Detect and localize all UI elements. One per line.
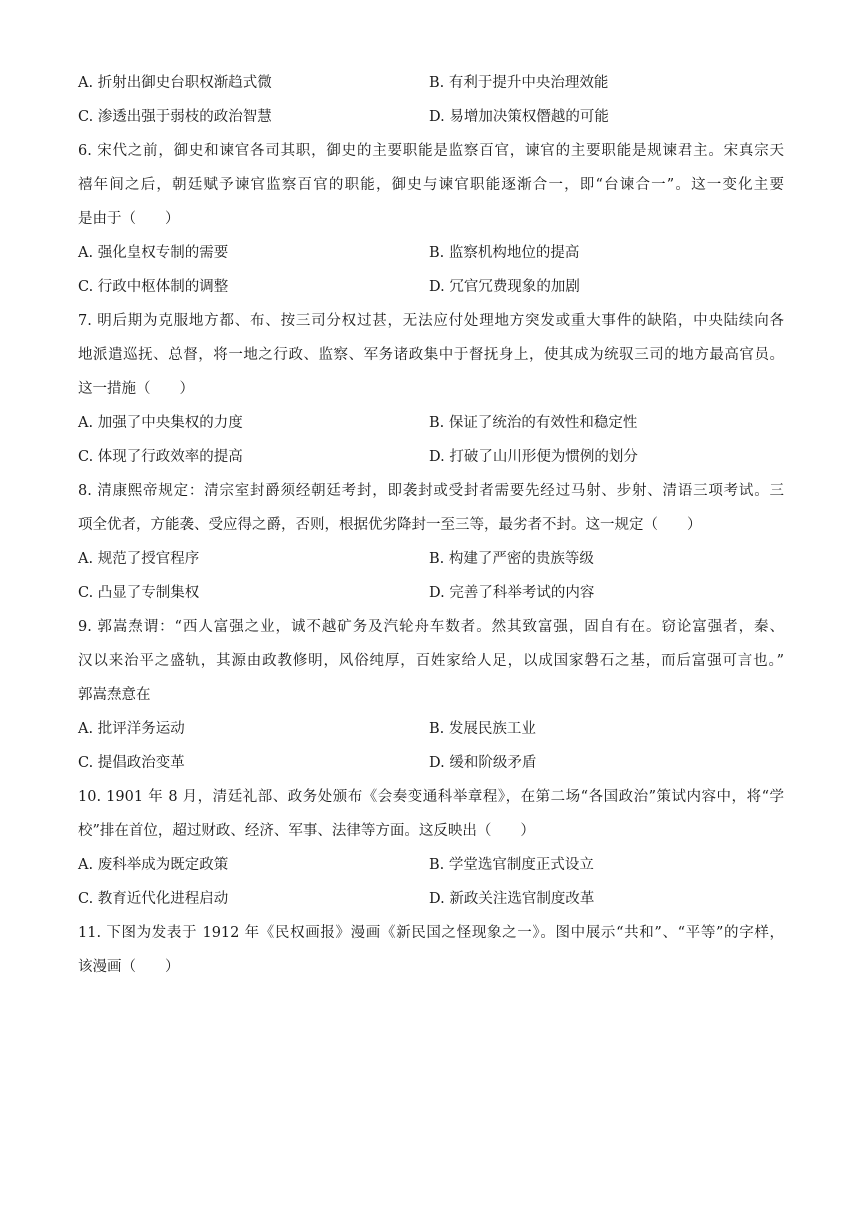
question-line: 该漫画（ ） — [78, 959, 180, 975]
answer-option: D. 冗官冗费现象的加剧 — [429, 279, 580, 295]
option-row — [78, 886, 784, 920]
question-line: 郭嵩焘意在 — [78, 687, 151, 703]
question-line: 校”排在首位，超过财政、经济、军事、法律等方面。这反映出（ ） — [78, 823, 535, 839]
answer-option: B. 学堂选官制度正式设立 — [429, 857, 594, 873]
answer-option: C. 提倡政治变革 — [78, 755, 185, 771]
answer-option: A. 加强了中央集权的力度 — [78, 415, 243, 431]
question-line: 是由于（ ） — [78, 211, 180, 227]
answer-option: D. 新政关注选官制度改革 — [429, 891, 595, 907]
question-line: 项全优者，方能袭、受应得之爵，否则，根据优劣降封一至三等，最劣者不封。这一规定（ ） — [78, 517, 702, 533]
answer-option: B. 发展民族工业 — [429, 721, 536, 737]
question-line: 9. 郭嵩焘谓：“西人富强之业，诚不越矿务及汽轮舟车数者。然其致富强，固自有在。窃论富强者，秦、 — [78, 619, 784, 635]
option-row — [78, 240, 784, 274]
option-row — [78, 70, 784, 104]
answer-option: C. 渗透出强于弱枝的政治智慧 — [78, 109, 272, 125]
option-row — [78, 410, 784, 444]
question-stem — [78, 138, 784, 240]
question-line: 8. 清康熙帝规定：清宗室封爵须经朝廷考封，即袭封或受封者需要先经过马射、步射、清语三项考试。三 — [78, 483, 784, 499]
question-line: 7. 明后期为克服地方都、布、按三司分权过甚，无法应付处理地方突发或重大事件的缺陷，中央陆续向各 — [78, 313, 784, 329]
answer-option: A. 规范了授官程序 — [78, 551, 200, 567]
option-row — [78, 104, 784, 138]
answer-option: C. 行政中枢体制的调整 — [78, 279, 229, 295]
option-row — [78, 580, 784, 614]
question-stem — [78, 478, 784, 546]
answer-option: C. 体现了行政效率的提高 — [78, 449, 243, 465]
question-line: 6. 宋代之前，御史和谏官各司其职，御史的主要职能是监察百官，谏官的主要职能是规谏君主。宋真宗天 — [78, 143, 784, 159]
answer-option: A. 废科举成为既定政策 — [78, 857, 229, 873]
answer-option: D. 完善了科举考试的内容 — [429, 585, 595, 601]
answer-option: D. 易增加决策权僭越的可能 — [429, 109, 609, 125]
option-row — [78, 750, 784, 784]
answer-option: D. 打破了山川形便为惯例的划分 — [429, 449, 638, 465]
question-stem — [78, 920, 784, 988]
question-line: 禧年间之后，朝廷赋予谏官监察百官的职能，御史与谏官职能逐渐合一，即“台谏合一”。这一变化主要 — [78, 177, 784, 193]
answer-option: B. 构建了严密的贵族等级 — [429, 551, 594, 567]
answer-option: D. 缓和阶级矛盾 — [429, 755, 537, 771]
question-line: 地派遣巡抚、总督，将一地之行政、监察、军务诸政集中于督抚身上，使其成为统驭三司的地方最高官员。 — [78, 347, 784, 363]
answer-option: A. 强化皇权专制的需要 — [78, 245, 229, 261]
answer-option: A. 批评洋务运动 — [78, 721, 185, 737]
option-row — [78, 852, 784, 886]
answer-option: B. 保证了统治的有效性和稳定性 — [429, 415, 638, 431]
answer-option: C. 凸显了专制集权 — [78, 585, 200, 601]
exam-page — [78, 70, 784, 988]
option-row — [78, 444, 784, 478]
option-row — [78, 274, 784, 308]
question-stem — [78, 614, 784, 716]
question-stem — [78, 308, 784, 410]
answer-option: B. 有利于提升中央治理效能 — [429, 75, 609, 91]
answer-option: C. 教育近代化进程启动 — [78, 891, 229, 907]
question-line: 10. 1901 年 8 月，清廷礼部、政务处颁布《会奏变通科举章程》，在第二场“各国政治”策试内容中，将“学 — [78, 789, 784, 805]
answer-option: B. 监察机构地位的提高 — [429, 245, 580, 261]
question-stem — [78, 784, 784, 852]
option-row — [78, 546, 784, 580]
question-line: 11. 下图为发表于 1912 年《民权画报》漫画《新民国之怪现象之一》。图中展示“共和”、“平等”的字样， — [78, 925, 784, 941]
option-row — [78, 716, 784, 750]
question-line: 汉以来治平之盛轨，其源由政教修明，风俗纯厚，百姓家给人足，以成国家磐石之基，而后富强可言也。” — [78, 653, 784, 669]
answer-option: A. 折射出御史台职权渐趋式微 — [78, 75, 272, 91]
question-line: 这一措施（ ） — [78, 381, 194, 397]
